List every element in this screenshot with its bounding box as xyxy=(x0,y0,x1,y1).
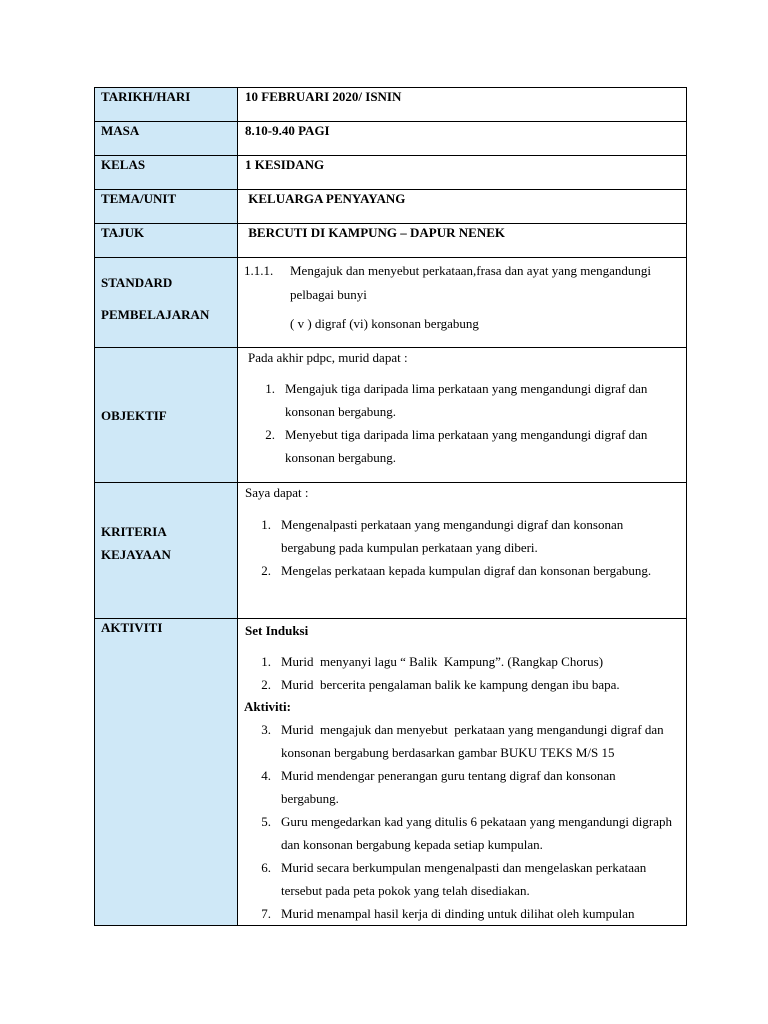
standard-text: Mengajuk dan menyebut perkataan,frasa dan ayat yang mengandungi xyxy=(290,263,651,278)
induksi-num-1: 1. xyxy=(261,654,271,669)
value-aktiviti xyxy=(238,619,687,926)
label-masa: MASA xyxy=(95,122,238,156)
aktiviti-text-7: Murid menampal hasil kerja di dinding untuk dilihat oleh kumpulan xyxy=(281,906,635,921)
row-masa xyxy=(95,122,687,156)
label-kriteria-line2: KEJAYAAN xyxy=(101,547,171,562)
aktiviti-text-3: Murid mengajuk dan menyebut perkataan yang mengandungi digraf dan konsonan bergabung berdasarkan gambar BUKU TEKS M/S 15 xyxy=(281,722,667,760)
aktiviti-list xyxy=(245,718,686,925)
aktiviti-item-5 xyxy=(245,810,686,856)
objektif-text-1: Mengajuk tiga daripada lima perkataan yang mengandungi digraf dan konsonan bergabung. xyxy=(285,381,648,419)
objektif-item-1 xyxy=(245,377,686,423)
objektif-num-2: 2. xyxy=(265,427,275,442)
aktiviti-num-5: 5. xyxy=(261,814,271,829)
row-objektif xyxy=(95,348,687,483)
row-tema xyxy=(95,190,687,224)
aktiviti-num-7: 7. xyxy=(261,906,271,921)
induksi-num-2: 2. xyxy=(261,677,271,692)
label-tarikh: TARIKH/HARI xyxy=(95,88,238,122)
label-objektif-cell xyxy=(95,348,238,483)
kriteria-num-1: 1. xyxy=(261,517,271,532)
value-standard xyxy=(238,258,687,348)
objektif-item-2 xyxy=(245,423,686,469)
value-kriteria xyxy=(238,483,687,619)
aktiviti-item-6 xyxy=(245,856,686,902)
row-aktiviti xyxy=(95,619,687,926)
label-tajuk: TAJUK xyxy=(95,224,238,258)
aktiviti-heading: Aktiviti: xyxy=(244,699,291,714)
induksi-text-2: Murid bercerita pengalaman balik ke kampung dengan ibu bapa. xyxy=(281,677,620,692)
aktiviti-item-7 xyxy=(245,902,686,925)
aktiviti-num-6: 6. xyxy=(261,860,271,875)
objektif-text-2: Menyebut tiga daripada lima perkataan yang mengandungi digraf dan konsonan bergabung. xyxy=(285,427,648,465)
label-objektif: OBJEKTIF xyxy=(101,407,167,423)
objektif-num-1: 1. xyxy=(265,381,275,396)
row-tarikh xyxy=(95,88,687,122)
value-tema: KELUARGA PENYAYANG xyxy=(238,190,687,224)
set-induksi-heading: Set Induksi xyxy=(245,623,309,638)
row-kelas xyxy=(95,156,687,190)
induksi-item-2 xyxy=(245,673,686,696)
row-kriteria xyxy=(95,483,687,619)
label-kriteria-cell xyxy=(95,483,238,619)
standard-text-2: pelbagai bunyi xyxy=(290,287,367,302)
aktiviti-text-5: Guru mengedarkan kad yang ditulis 6 pekataan yang mengandungi digraph dan konsonan bergabung kepada setiap kumpulan. xyxy=(281,814,672,852)
kriteria-list xyxy=(245,513,686,582)
label-kelas: KELAS xyxy=(95,156,238,190)
aktiviti-num-3: 3. xyxy=(261,722,271,737)
value-masa: 8.10-9.40 PAGI xyxy=(238,122,687,156)
kriteria-text-2: Mengelas perkataan kepada kumpulan digraf dan konsonan bergabung. xyxy=(281,563,652,578)
aktiviti-text-6: Murid secara berkumpulan mengenalpasti dan mengelaskan perkataan tersebut pada peta pokok yang telah disediakan. xyxy=(281,860,647,898)
value-objektif xyxy=(238,348,687,483)
kriteria-item-1 xyxy=(245,513,686,559)
value-tarikh: 10 FEBRUARI 2020/ ISNIN xyxy=(238,88,687,122)
objektif-intro: Pada akhir pdpc, murid dapat : xyxy=(248,350,408,365)
aktiviti-item-3 xyxy=(245,718,686,764)
label-standard-line1: STANDARD xyxy=(101,275,173,290)
induksi-item-1 xyxy=(245,650,686,673)
aktiviti-num-4: 4. xyxy=(261,768,271,783)
row-standard xyxy=(95,258,687,348)
objektif-list xyxy=(245,377,686,469)
label-kriteria-line1: KRITERIA xyxy=(101,524,167,539)
value-tajuk: BERCUTI DI KAMPUNG – DAPUR NENEK xyxy=(238,224,687,258)
label-tema: TEMA/UNIT xyxy=(95,190,238,224)
standard-text-3: ( v ) digraf (vi) konsonan bergabung xyxy=(290,316,479,331)
kriteria-text-1: Mengenalpasti perkataan yang mengandungi digraf dan konsonan bergabung pada kumpulan perkataan yang diberi. xyxy=(281,517,624,555)
label-standard-line2: PEMBELAJARAN xyxy=(101,307,210,322)
aktiviti-item-4 xyxy=(245,764,686,810)
lesson-plan-document xyxy=(94,87,687,926)
standard-code: 1.1.1. xyxy=(244,263,274,278)
value-kelas: 1 KESIDANG xyxy=(238,156,687,190)
label-aktiviti: AKTIVITI xyxy=(95,619,238,926)
induksi-list xyxy=(245,650,686,696)
induksi-text-1: Murid menyanyi lagu “ Balik Kampung”. (Rangkap Chorus) xyxy=(281,654,604,669)
row-tajuk xyxy=(95,224,687,258)
kriteria-item-2 xyxy=(245,559,686,582)
lesson-plan-table xyxy=(94,87,687,926)
label-standard xyxy=(95,258,238,348)
aktiviti-text-4: Murid mendengar penerangan guru tentang digraf dan konsonan bergabung. xyxy=(281,768,616,806)
kriteria-intro: Saya dapat : xyxy=(245,485,309,500)
kriteria-num-2: 2. xyxy=(261,563,271,578)
